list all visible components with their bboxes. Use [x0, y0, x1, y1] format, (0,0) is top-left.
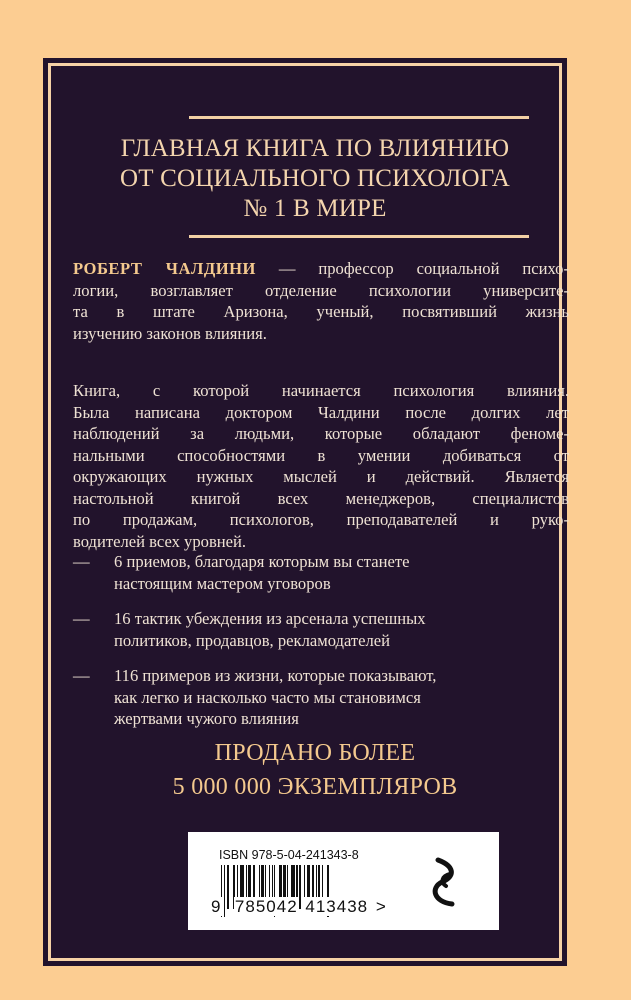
divider-bottom — [189, 235, 529, 238]
back-cover-panel — [43, 58, 567, 966]
author-paragraph — [73, 258, 569, 344]
barcode-digits — [210, 897, 388, 917]
dash-icon: — — [73, 666, 90, 685]
text-line: наблюдений за людьми, которые обладают феноме- — [73, 424, 569, 443]
text-line: 16 тактик убеждения из арсенала успешных — [114, 609, 426, 628]
text-line: изучению законов влияния. — [73, 323, 267, 343]
publisher-logo-icon — [420, 852, 470, 912]
panel-content — [53, 68, 569, 956]
text-line: как легко и насколько часто мы становимся — [114, 687, 421, 707]
text-line: настольной книгой всех менеджеров, специалистов — [73, 488, 569, 508]
barcode-digit-group: 413438 — [305, 897, 369, 916]
feature-item — [73, 551, 553, 594]
text-line: 6 приемов, благодаря которым вы станете — [114, 552, 410, 571]
text-line: жертвами чужого влияния — [114, 709, 299, 728]
author-name: РОБЕРТ ЧАЛДИНИ — [73, 259, 256, 278]
barcode-digit: 9 — [211, 897, 222, 916]
headline — [53, 134, 577, 224]
headline-line: № 1 В МИРЕ — [243, 195, 387, 222]
divider-top — [189, 116, 529, 119]
text: — профессор социальной психо- — [255, 259, 569, 278]
sales-claim — [53, 736, 577, 804]
sales-line: ПРОДАНО БОЛЕЕ — [214, 740, 416, 766]
isbn-text: ISBN 978-5-04-241343-8 — [219, 848, 359, 862]
text-line: логии, возглавляет отделение психологии университе- — [73, 280, 569, 300]
text-line: политиков, продавцов, рекламодателей — [114, 630, 391, 650]
text-line: настоящим мастером уговоров — [114, 573, 331, 593]
text-line: нальными способностями в умении добиваться от — [73, 445, 569, 465]
text-line: водителей всех уровней. — [73, 531, 247, 551]
text-line: Была написана доктором Чалдини после долгих лет — [73, 402, 569, 422]
barcode-digit-group: 785042 — [234, 897, 298, 916]
feature-item — [73, 665, 553, 730]
text-line: Книга, с которой начинается психология влияния. — [73, 381, 569, 400]
dash-icon: — — [73, 609, 90, 628]
sales-line: 5 000 000 ЭКЗЕМПЛЯРОВ — [172, 774, 458, 800]
text-line: та в штате Аризона, ученый, посвятивший жизнь — [73, 302, 569, 321]
text-line: 116 примеров из жизни, которые показывают, — [114, 666, 437, 685]
headline-line: ГЛАВНАЯ КНИГА ПО ВЛИЯНИЮ — [120, 135, 510, 162]
barcode-box — [188, 832, 499, 930]
feature-item — [73, 608, 553, 651]
description-paragraph — [73, 380, 569, 552]
barcode-arrow: > — [375, 897, 387, 916]
text-line: окружающих нужных мыслей и действий. Является — [73, 467, 569, 486]
headline-line: ОТ СОЦИАЛЬНОГО ПСИХОЛОГА — [120, 165, 510, 192]
feature-list — [73, 551, 553, 744]
text-line: по продажам, психологов, преподавателей и руко- — [73, 510, 569, 529]
dash-icon: — — [73, 552, 90, 571]
